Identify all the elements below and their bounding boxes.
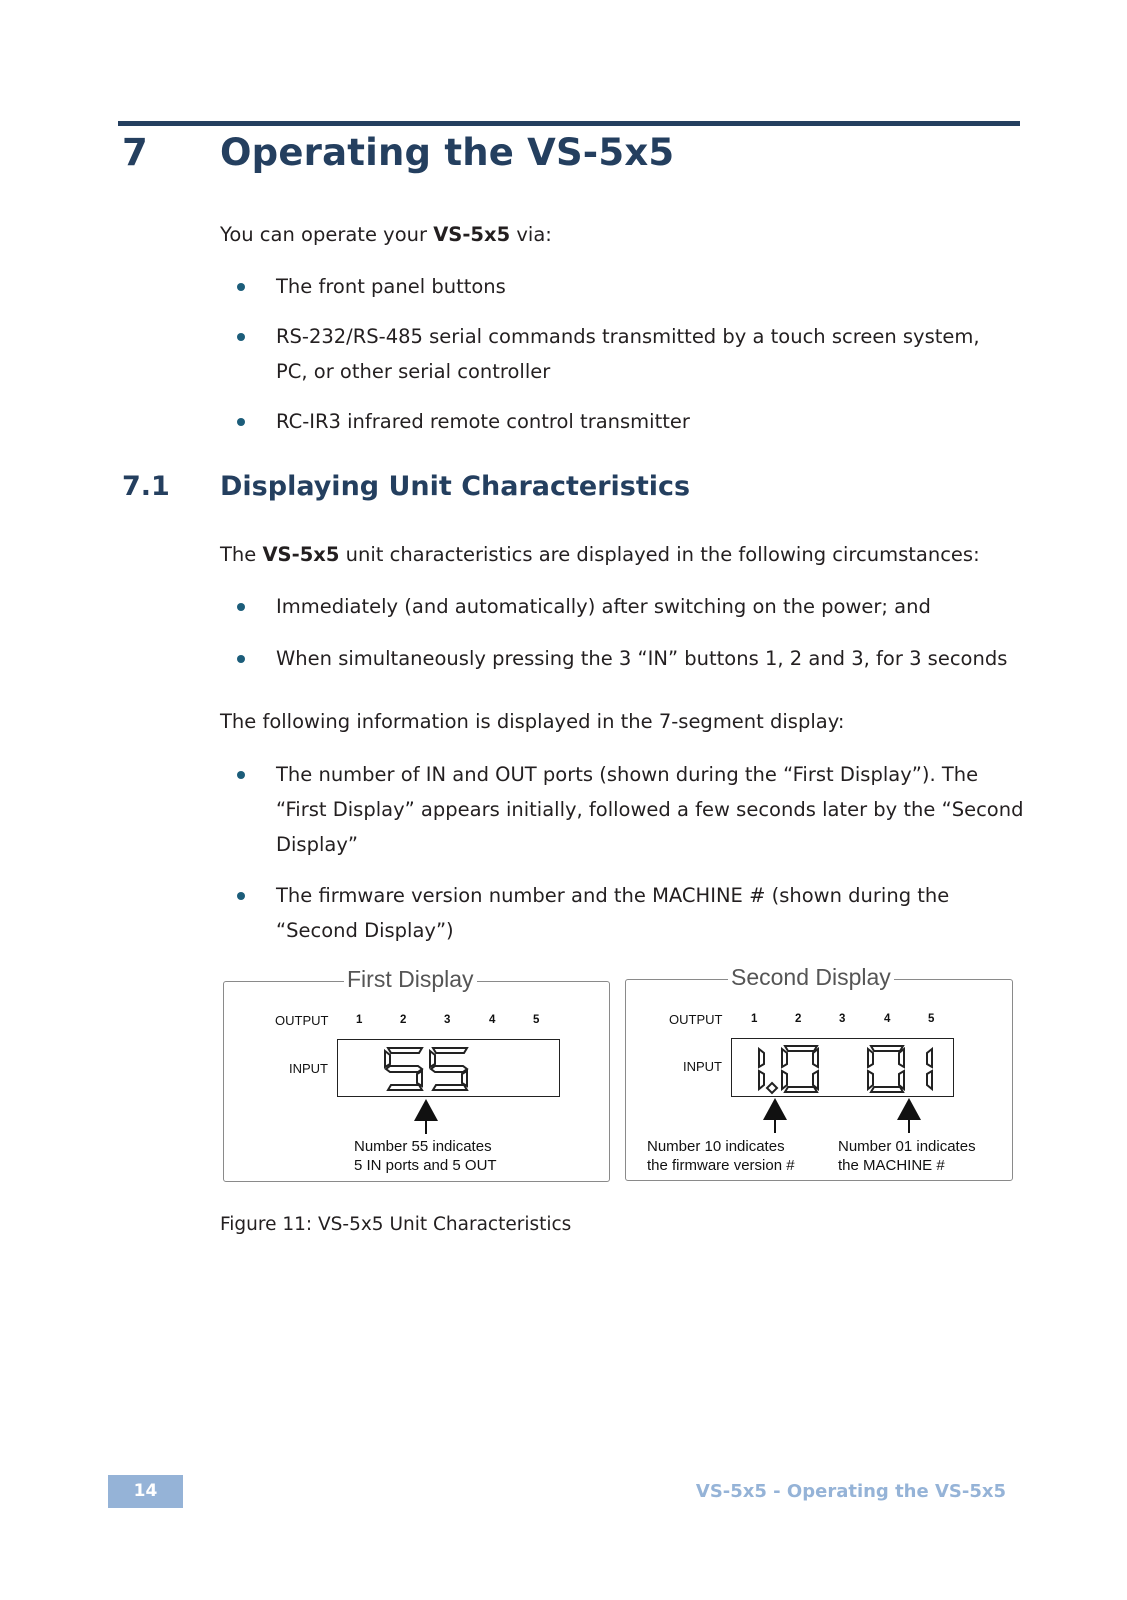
bullet-ports-line-2: “First Display” appears initially, followed a few seconds later by the “Second [276, 798, 1024, 821]
seven-segment-digit [430, 1048, 467, 1090]
bullet-power-on: Immediately (and automatically) after switching on the power; and [276, 595, 931, 618]
seven-segment-display [731, 1038, 954, 1097]
bullet-dot [237, 603, 245, 611]
bullet-dot [237, 892, 245, 900]
bullet-dot [237, 771, 245, 779]
info-intro-paragraph: The following information is displayed in the 7-segment display: [220, 710, 845, 733]
output-number: 4 [489, 1014, 496, 1026]
bullet-firmware-line-1: The firmware version number and the MACHINE # (shown during the [276, 884, 950, 907]
bullet-ports-line-1: The number of IN and OUT ports (shown during the “First Display”). The [276, 763, 979, 786]
bullet-firmware-line-2: “Second Display”) [276, 919, 454, 942]
section-number: 7.1 [122, 471, 170, 502]
figure-caption: Figure 11: VS-5x5 Unit Characteristics [220, 1214, 572, 1235]
output-number: 2 [400, 1014, 407, 1026]
output-number: 1 [356, 1014, 363, 1026]
output-number: 5 [533, 1014, 540, 1026]
output-number: 1 [751, 1013, 758, 1025]
digits-10-01 [732, 1039, 953, 1096]
section-intro-paragraph: The VS-5x5 unit characteristics are displayed in the following circumstances: [220, 543, 980, 566]
seven-segment-digit [782, 1046, 818, 1092]
machine-note-line-1: Number 01 indicates [838, 1138, 976, 1155]
bullet-dot [237, 283, 245, 291]
product-name: VS-5x5 [262, 543, 340, 566]
first-display-note-line-2: 5 IN ports and 5 OUT [354, 1157, 497, 1174]
input-label: INPUT [683, 1059, 722, 1074]
chapter-rule [118, 121, 1020, 126]
bullet-dot [237, 333, 245, 341]
intro-paragraph: You can operate your VS-5x5 via: [220, 223, 552, 246]
seven-segment-digit [759, 1049, 764, 1089]
seven-segment-digit [385, 1048, 422, 1090]
output-number: 5 [928, 1013, 935, 1025]
output-number: 2 [795, 1013, 802, 1025]
firmware-note-line-2: the firmware version # [647, 1157, 795, 1174]
arrow-up-icon [897, 1098, 921, 1134]
running-footer: VS-5x5 - Operating the VS-5x5 [695, 1481, 1006, 1502]
arrow-up-icon [414, 1099, 438, 1135]
output-label: OUTPUT [275, 1013, 329, 1028]
arrow-up-icon [763, 1098, 787, 1134]
bullet-dot [237, 418, 245, 426]
bullet-pressing-buttons: When simultaneously pressing the 3 “IN” buttons 1, 2 and 3, for 3 seconds [276, 647, 1008, 670]
chapter-number: 7 [122, 131, 148, 174]
firmware-note-line-1: Number 10 indicates [647, 1138, 785, 1155]
digits-55 [338, 1040, 559, 1096]
output-number: 3 [839, 1013, 846, 1025]
first-display-note-line-1: Number 55 indicates [354, 1138, 492, 1155]
seven-segment-digit [868, 1046, 904, 1092]
seven-segment-digit [927, 1049, 932, 1089]
bullet-remote: RC-IR3 infrared remote control transmitter [276, 410, 690, 433]
output-label: OUTPUT [669, 1012, 723, 1027]
output-number: 4 [884, 1013, 891, 1025]
machine-note-line-2: the MACHINE # [838, 1157, 945, 1174]
second-display-title: Second Display [728, 964, 894, 990]
bullet-front-panel: The front panel buttons [276, 275, 506, 298]
seven-segment-display [337, 1039, 560, 1097]
input-label: INPUT [289, 1061, 328, 1076]
product-name: VS-5x5 [433, 223, 511, 246]
bullet-ports-line-3: Display” [276, 833, 358, 856]
first-display-title: First Display [344, 966, 477, 992]
section-title: Displaying Unit Characteristics [220, 471, 691, 502]
page-number: 14 [108, 1475, 183, 1508]
bullet-serial-line-1: RS-232/RS-485 serial commands transmitted by a touch screen system, [276, 325, 980, 348]
output-number: 3 [444, 1014, 451, 1026]
bullet-dot [237, 655, 245, 663]
chapter-title: Operating the VS-5x5 [220, 131, 675, 174]
decimal-point-mark [767, 1083, 777, 1093]
bullet-serial-line-2: PC, or other serial controller [276, 360, 551, 383]
